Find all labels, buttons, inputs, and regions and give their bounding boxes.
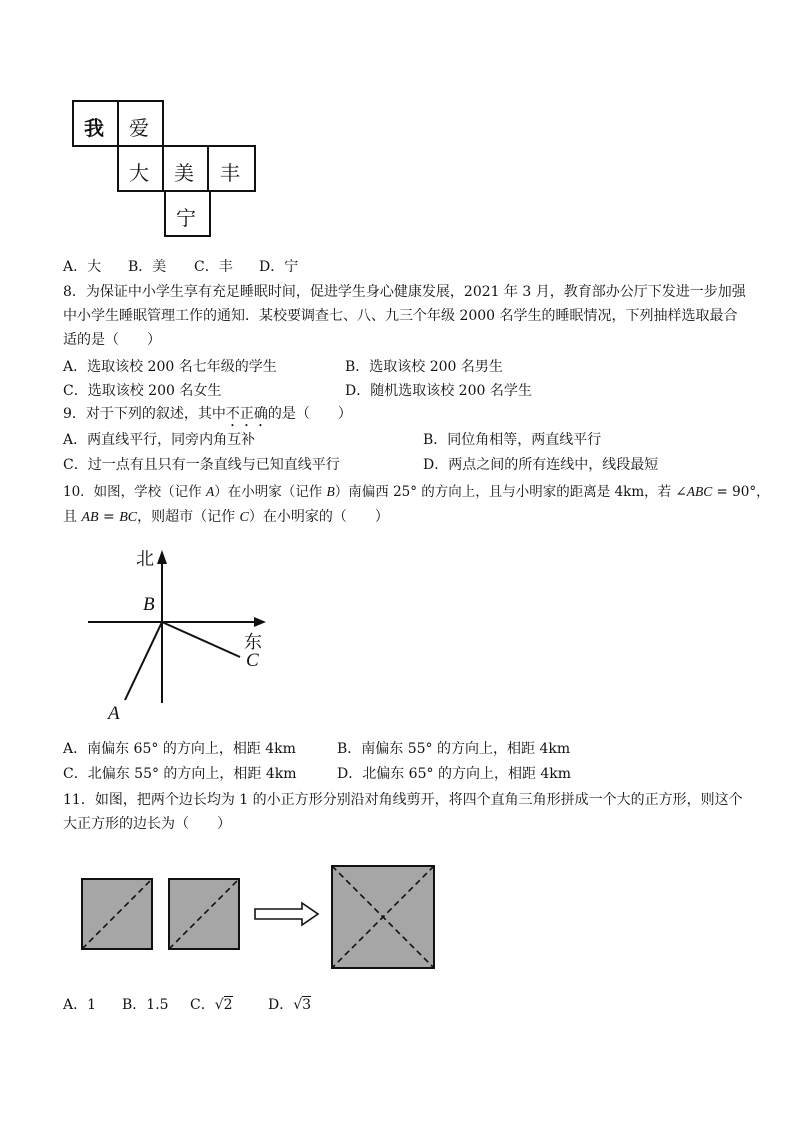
q8-option-c: C．选取该校 200 名女生 — [63, 383, 222, 399]
sqrt-sign: √ — [214, 997, 224, 1013]
q10-option-d: D．北偏东 65° 的方向上，相距 4km — [337, 766, 572, 782]
q9-stem-prefix: 9．对于下列的叙述，其中 — [63, 406, 226, 422]
q11-option-d — [268, 996, 311, 1014]
q9-option-d: D．两点之间的所有连线中，线段最短 — [423, 457, 659, 473]
q11-option-d-radicand: 3 — [302, 997, 312, 1013]
q9-option-c: C．过一点有且只有一条直线与已知直线平行 — [63, 457, 340, 473]
q11-option-c-prefix: C． — [190, 997, 215, 1013]
point-c-label: C — [246, 650, 259, 671]
q10-text: 10．如图，学校（记作 — [63, 484, 206, 500]
net-cell-5: 丰 — [220, 161, 240, 185]
q7-option-b: B．美 — [128, 259, 167, 275]
east-label: 东 — [244, 632, 262, 653]
q9-stem-emphasis: 不正确 — [225, 406, 268, 422]
q10-angle-abc: ABC — [686, 484, 713, 499]
q7-option-c: C．丰 — [194, 259, 233, 275]
q8-stem-line-1: 8．为保证中小学生享有充足睡眠时间，促进学生身心健康发展，2021 年 3 月，教育部办公厅下发进一步加强 — [63, 284, 746, 300]
net-cell-1: 我 — [84, 116, 104, 140]
q10-var-a: A — [205, 484, 215, 499]
q8-option-a: A．选取该校 200 名七年级的学生 — [63, 359, 277, 375]
q11-stem-line-1: 11．如图，把两个边长均为 1 的小正方形分别沿对角线剪开，将四个直角三角形拼成一个大的正方形，则这个 — [63, 792, 743, 808]
q11-option-c — [190, 996, 233, 1014]
q8-stem-line-3: 适的是（ ） — [63, 332, 161, 348]
net-cell-2: 爱 — [129, 116, 149, 140]
q10-text: ）在小明家的（ ） — [248, 509, 389, 525]
net-cell-3: 大 — [129, 161, 149, 185]
q10-equals: = — [98, 509, 120, 525]
q11-option-b: B．1.5 — [122, 997, 169, 1013]
q10-text: = 90°， — [712, 484, 770, 500]
q7-option-a: A．大 — [63, 259, 102, 275]
q10-option-c: C．北偏东 55° 的方向上，相距 4km — [63, 766, 297, 782]
q10-option-b: B．南偏东 55° 的方向上，相距 4km — [337, 741, 571, 757]
q10-seg-bc: BC — [119, 510, 138, 525]
q8-option-b: B．选取该校 200 名男生 — [345, 359, 503, 375]
q9-stem-suffix: 的是（ ） — [267, 406, 352, 422]
q10-text: ）在小明家（记作 — [214, 484, 327, 500]
point-b-label: B — [143, 594, 155, 615]
q10-text: 且 — [63, 509, 82, 525]
q10-text: ）南偏西 25° 的方向上，且与小明家的距离是 4km，若 ∠ — [334, 484, 687, 500]
net-cell-6: 宁 — [176, 206, 196, 230]
q10-var-c: C — [239, 510, 249, 525]
q8-option-d: D．随机选取该校 200 名学生 — [345, 383, 532, 399]
q8-stem-line-2: 中小学生睡眠管理工作的通知．某校要调查七、八、九三个年级 2000 名学生的睡眠情况，下列抽样选取最合 — [63, 308, 738, 324]
q9-option-b: B．同位角相等，两直线平行 — [423, 432, 602, 448]
q10-var-b: B — [326, 484, 335, 499]
q11-option-c-radicand: 2 — [223, 997, 233, 1013]
q9-option-a: A．两直线平行，同旁内角互补 — [63, 432, 256, 448]
q11-option-a: A．1 — [63, 997, 97, 1013]
north-label: 北 — [136, 549, 154, 570]
q11-option-d-prefix: D． — [268, 997, 294, 1013]
point-a-label: A — [108, 703, 120, 724]
q10-option-a: A．南偏东 65° 的方向上，相距 4km — [63, 741, 296, 757]
q10-seg-ab: AB — [81, 510, 99, 525]
q10-text: ，则超市（记作 — [137, 509, 240, 525]
net-cell-4: 美 — [174, 161, 194, 185]
q11-stem-line-2: 大正方形的边长为（ ） — [63, 816, 231, 832]
sqrt-sign: √ — [293, 997, 303, 1013]
q7-option-d: D．宁 — [259, 259, 299, 275]
